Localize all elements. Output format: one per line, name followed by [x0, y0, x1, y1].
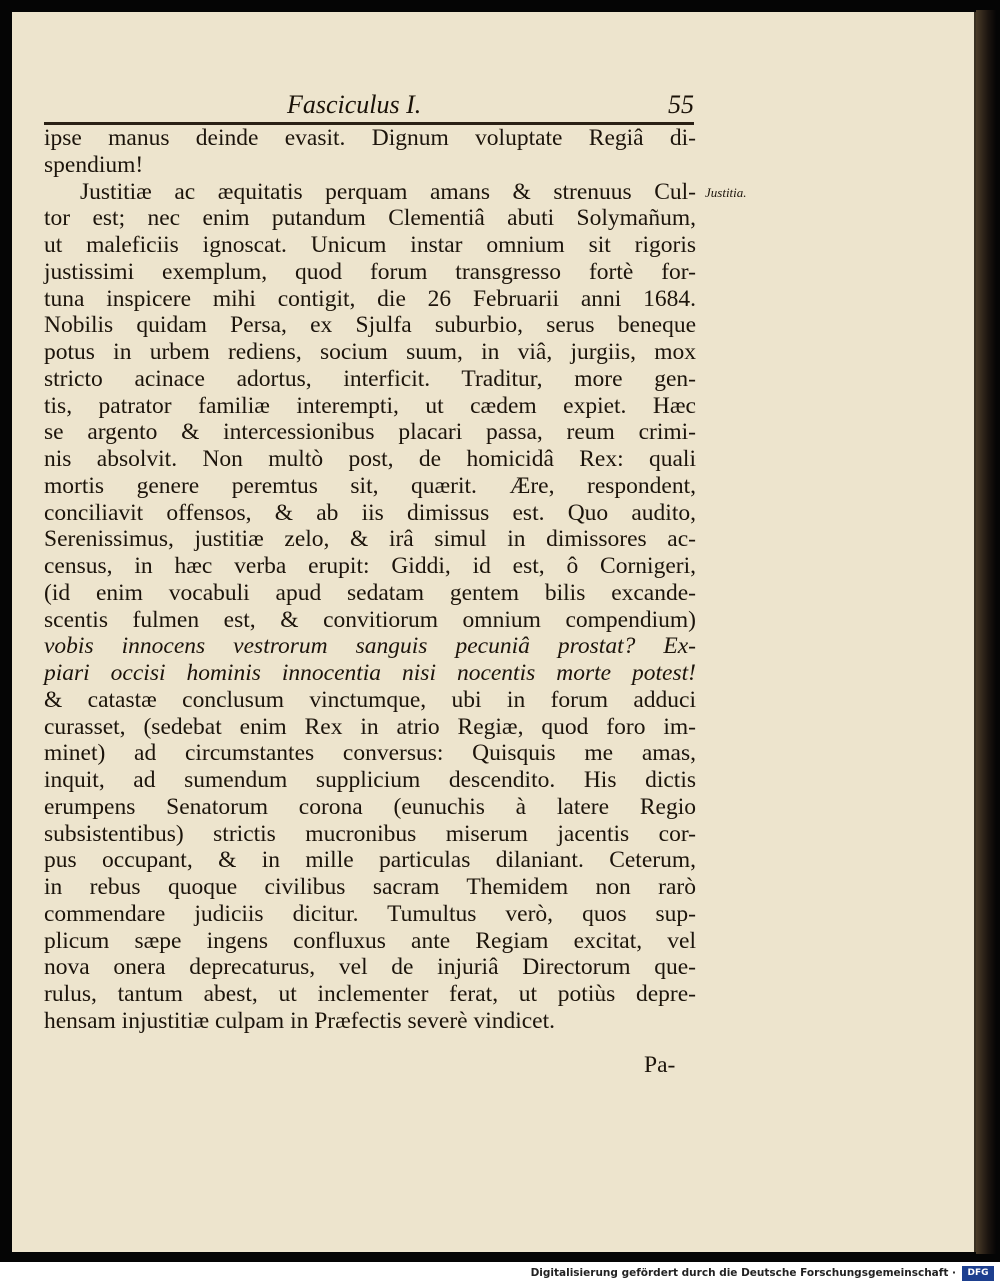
text-line: tuna inspicere mihi contigit, die 26 Februarii anni 1684. [44, 285, 696, 312]
text-line: Nobilis quidam Persa, ex Sjulfa suburbio, serus beneque [44, 312, 696, 339]
text-line: scentis fulmen est, & convitiorum omnium compendium) [44, 606, 696, 633]
funding-credit: Digitalisierung gefördert durch die Deutsche Forschungsgemeinschaft · [530, 1267, 956, 1279]
text-line: Justitiæ ac æquitatis perquam amans & strenuus Cul- [80, 178, 696, 205]
text-line: piari occisi hominis innocentia nisi nocentis morte potest! [44, 660, 696, 686]
text-line: se argento & intercessionibus placari passa, reum crimi- [44, 419, 696, 446]
text-line: tis, patrator familiæ interempti, ut cædem expiet. Hæc [44, 392, 696, 419]
footer-bar [0, 1262, 1000, 1285]
text-line: pus occupant, & in mille particulas dilaniant. Ceterum, [44, 847, 696, 874]
catchword: Pa- [644, 1052, 676, 1078]
page-number: 55 [668, 90, 694, 119]
text-line: minet) ad circumstantes conversus: Quisquis me amas, [44, 740, 696, 767]
text-line: commendare judiciis dicitur. Tumultus verò, quos sup- [44, 900, 696, 927]
text-line: in rebus quoque civilibus sacram Themidem non rarò [44, 874, 696, 900]
text-line: ipse manus deinde evasit. Dignum voluptate Regiâ di- [44, 125, 696, 151]
text-line: potus in urbem rediens, socium suum, in viâ, jurgiis, mox [44, 339, 696, 365]
text-line: ut maleficiis ignoscat. Unicum instar omnium sit rigoris [44, 232, 696, 258]
text-line: erumpens Senatorum corona (eunuchis à latere Regio [44, 793, 696, 820]
text-line: plicum sæpe ingens confluxus ante Regiam excitat, vel [44, 927, 696, 954]
text-line: curasset, (sedebat enim Rex in atrio Regiæ, quod foro im- [44, 713, 696, 740]
book-page [12, 12, 976, 1252]
text-line: nis absolvit. Non multò post, de homicidâ Rex: quali [44, 446, 696, 472]
book-spine-edge [976, 10, 996, 1254]
running-head-title: Fasciculus I. [287, 90, 422, 119]
text-line: & catastæ conclusum vinctumque, ubi in forum adduci [44, 686, 696, 713]
text-line: Serenissimus, justitiæ zelo, & irâ simul in dimissores ac- [44, 526, 696, 553]
text-line: hensam injustitiæ culpam in Præfectis severè vindicet. [44, 1007, 556, 1034]
text-line: inquit, ad sumendum supplicium descendito. His dictis [44, 767, 696, 793]
text-line: mortis genere peremtus sit, quærit. Ære, respondent, [44, 472, 696, 499]
text-line: rulus, tantum abest, ut inclementer ferat, ut potiùs depre- [44, 981, 696, 1007]
text-line: vobis innocens vestrorum sanguis pecuniâ prostat? Ex- [44, 633, 696, 660]
text-line: nova onera deprecaturus, vel de injuriâ Directorum que- [44, 954, 696, 981]
text-line: subsistentibus) strictis mucronibus miserum jacentis cor- [44, 820, 696, 847]
margin-note: Justitia. [705, 185, 747, 200]
text-line: stricto acinace adortus, interficit. Traditur, more gen- [44, 365, 696, 392]
text-line: justissimi exemplum, quod forum transgresso fortè for- [44, 258, 696, 285]
text-line: (id enim vocabuli apud sedatam gentem bilis excande- [44, 579, 696, 606]
text-line: census, in hæc verba erupit: Giddi, id est, ô Cornigeri, [44, 553, 696, 579]
body-text [44, 125, 696, 1035]
text-line: spendium! [44, 151, 144, 178]
text-line: conciliavit offensos, & ab iis dimissus est. Quo audito, [44, 499, 696, 526]
text-line: tor est; nec enim putandum Clementiâ abuti Solymañum, [44, 205, 696, 232]
dfg-logo: DFG [962, 1266, 994, 1281]
